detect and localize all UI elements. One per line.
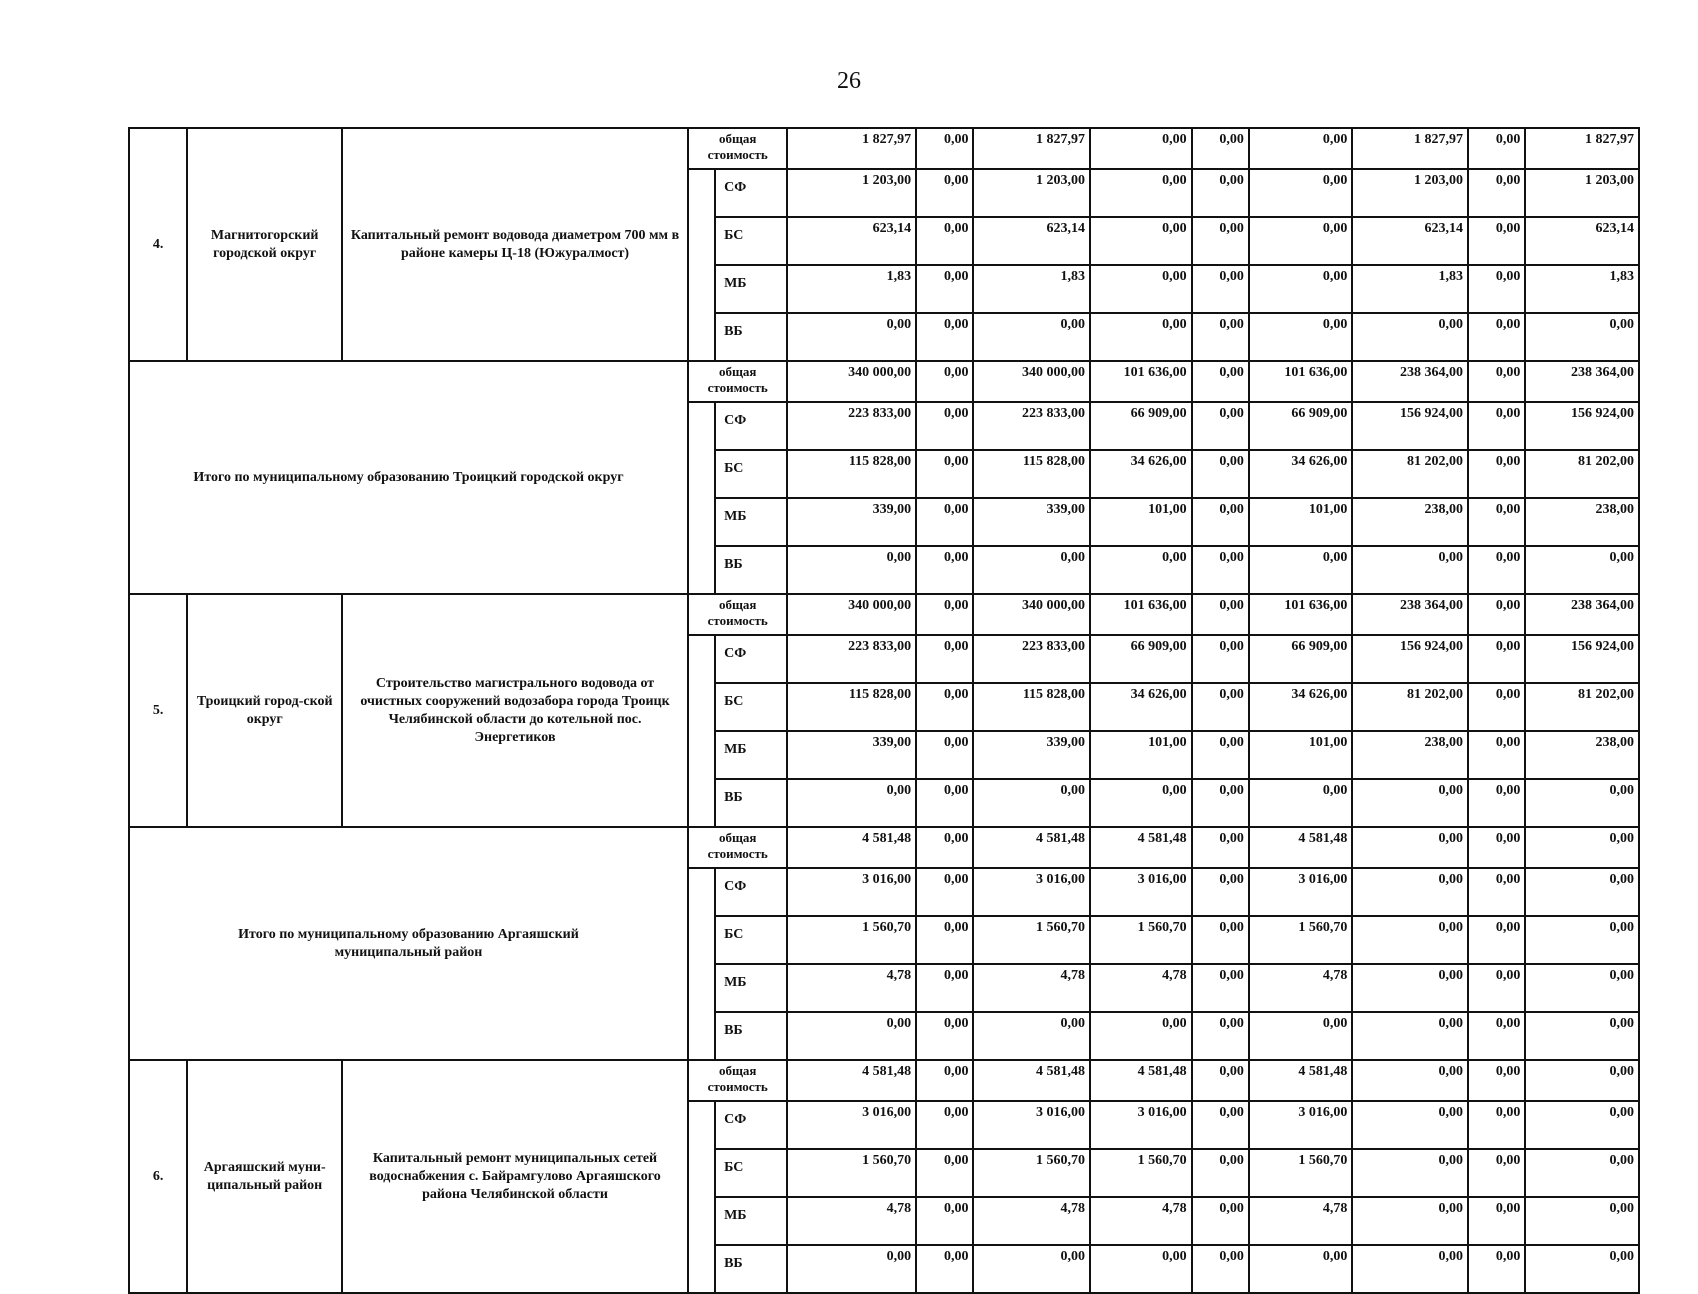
amount-cell: 66 909,00 bbox=[1249, 402, 1353, 450]
amount-cell: 0,00 bbox=[1468, 1197, 1525, 1245]
funding-source-label: СФ bbox=[715, 635, 787, 683]
item-number: 4. bbox=[129, 128, 187, 361]
amount-cell: 0,00 bbox=[916, 361, 973, 402]
municipality-name: Аргаяшский муни-ципальный район bbox=[187, 1060, 342, 1293]
amount-cell: 1 203,00 bbox=[1352, 169, 1468, 217]
amount-cell: 81 202,00 bbox=[1352, 683, 1468, 731]
amount-cell: 4 581,48 bbox=[1249, 827, 1353, 868]
amount-cell: 623,14 bbox=[1352, 217, 1468, 265]
item-number: 5. bbox=[129, 594, 187, 827]
amount-cell: 0,00 bbox=[916, 683, 973, 731]
funding-source-label: СФ bbox=[715, 868, 787, 916]
amount-cell: 4 581,48 bbox=[1249, 1060, 1353, 1101]
amount-cell: 0,00 bbox=[1352, 1245, 1468, 1293]
amount-cell: 0,00 bbox=[1525, 779, 1639, 827]
amount-cell: 0,00 bbox=[973, 1245, 1090, 1293]
amount-cell: 0,00 bbox=[1192, 594, 1249, 635]
funding-source-label: ВБ bbox=[715, 779, 787, 827]
amount-cell: 623,14 bbox=[1525, 217, 1639, 265]
total-cost-row bbox=[129, 594, 1639, 635]
amount-cell: 0,00 bbox=[787, 313, 916, 361]
amount-cell: 34 626,00 bbox=[1090, 450, 1192, 498]
amount-cell: 0,00 bbox=[1192, 402, 1249, 450]
amount-cell: 238,00 bbox=[1525, 731, 1639, 779]
amount-cell: 1 560,70 bbox=[1090, 916, 1192, 964]
in-total-cell bbox=[688, 402, 715, 594]
amount-cell: 0,00 bbox=[1525, 916, 1639, 964]
amount-cell: 0,00 bbox=[916, 217, 973, 265]
funding-source-label: МБ bbox=[715, 1197, 787, 1245]
municipality-total-title: Итого по муниципальному образованию Троицкий городской округ bbox=[129, 361, 688, 594]
total-cost-row bbox=[129, 827, 1639, 868]
amount-cell: 0,00 bbox=[916, 498, 973, 546]
amount-cell: 4,78 bbox=[787, 964, 916, 1012]
amount-cell: 0,00 bbox=[1468, 827, 1525, 868]
funding-source-label: БС bbox=[715, 450, 787, 498]
amount-cell: 1 560,70 bbox=[787, 916, 916, 964]
amount-cell: 0,00 bbox=[916, 1149, 973, 1197]
amount-cell: 101,00 bbox=[1249, 498, 1353, 546]
amount-cell: 0,00 bbox=[1468, 128, 1525, 169]
amount-cell: 340 000,00 bbox=[787, 594, 916, 635]
amount-cell: 1 560,70 bbox=[1090, 1149, 1192, 1197]
amount-cell: 0,00 bbox=[1090, 265, 1192, 313]
amount-cell: 0,00 bbox=[1352, 964, 1468, 1012]
amount-cell: 238 364,00 bbox=[1352, 594, 1468, 635]
amount-cell: 115 828,00 bbox=[973, 450, 1090, 498]
amount-cell: 115 828,00 bbox=[787, 450, 916, 498]
amount-cell: 0,00 bbox=[916, 1012, 973, 1060]
amount-cell: 0,00 bbox=[916, 594, 973, 635]
amount-cell: 0,00 bbox=[916, 827, 973, 868]
amount-cell: 0,00 bbox=[1090, 779, 1192, 827]
amount-cell: 223 833,00 bbox=[973, 635, 1090, 683]
amount-cell: 0,00 bbox=[1525, 1101, 1639, 1149]
amount-cell: 0,00 bbox=[1525, 1012, 1639, 1060]
amount-cell: 238,00 bbox=[1352, 498, 1468, 546]
amount-cell: 66 909,00 bbox=[1249, 635, 1353, 683]
amount-cell: 101 636,00 bbox=[1090, 361, 1192, 402]
amount-cell: 0,00 bbox=[1352, 1149, 1468, 1197]
amount-cell: 0,00 bbox=[916, 779, 973, 827]
amount-cell: 4,78 bbox=[973, 1197, 1090, 1245]
funding-source-label: СФ bbox=[715, 1101, 787, 1149]
amount-cell: 1,83 bbox=[787, 265, 916, 313]
amount-cell: 1 560,70 bbox=[973, 916, 1090, 964]
amount-cell: 339,00 bbox=[787, 498, 916, 546]
amount-cell: 1 203,00 bbox=[1525, 169, 1639, 217]
amount-cell: 3 016,00 bbox=[1090, 1101, 1192, 1149]
amount-cell: 0,00 bbox=[787, 546, 916, 594]
total-cost-label: общая стоимость bbox=[688, 1060, 788, 1101]
amount-cell: 3 016,00 bbox=[973, 868, 1090, 916]
amount-cell: 340 000,00 bbox=[973, 361, 1090, 402]
amount-cell: 3 016,00 bbox=[787, 1101, 916, 1149]
amount-cell: 0,00 bbox=[1192, 1012, 1249, 1060]
amount-cell: 0,00 bbox=[1249, 128, 1353, 169]
amount-cell: 0,00 bbox=[1192, 635, 1249, 683]
item-number: 6. bbox=[129, 1060, 187, 1293]
amount-cell: 1 560,70 bbox=[1249, 1149, 1353, 1197]
amount-cell: 1 560,70 bbox=[1249, 916, 1353, 964]
amount-cell: 156 924,00 bbox=[1525, 402, 1639, 450]
amount-cell: 0,00 bbox=[1192, 868, 1249, 916]
amount-cell: 0,00 bbox=[1249, 779, 1353, 827]
amount-cell: 0,00 bbox=[916, 1101, 973, 1149]
amount-cell: 0,00 bbox=[916, 402, 973, 450]
amount-cell: 0,00 bbox=[1468, 1012, 1525, 1060]
amount-cell: 223 833,00 bbox=[787, 402, 916, 450]
amount-cell: 0,00 bbox=[1352, 868, 1468, 916]
project-description: Капитальный ремонт муниципальных сетей водоснабжения с. Байрамгулово Аргаяшского района Челябинской области bbox=[342, 1060, 688, 1293]
amount-cell: 3 016,00 bbox=[1249, 1101, 1353, 1149]
in-total-cell bbox=[688, 169, 715, 361]
amount-cell: 0,00 bbox=[1192, 361, 1249, 402]
amount-cell: 0,00 bbox=[1249, 546, 1353, 594]
amount-cell: 81 202,00 bbox=[1525, 683, 1639, 731]
funding-source-label: СФ bbox=[715, 169, 787, 217]
amount-cell: 0,00 bbox=[916, 1197, 973, 1245]
amount-cell: 0,00 bbox=[1352, 1012, 1468, 1060]
amount-cell: 0,00 bbox=[1192, 450, 1249, 498]
amount-cell: 4 581,48 bbox=[973, 827, 1090, 868]
amount-cell: 0,00 bbox=[916, 450, 973, 498]
amount-cell: 0,00 bbox=[1468, 779, 1525, 827]
amount-cell: 4,78 bbox=[1249, 964, 1353, 1012]
amount-cell: 156 924,00 bbox=[1525, 635, 1639, 683]
amount-cell: 0,00 bbox=[787, 1245, 916, 1293]
funding-source-label: ВБ bbox=[715, 1245, 787, 1293]
funding-source-label: БС bbox=[715, 1149, 787, 1197]
funding-source-label: МБ bbox=[715, 731, 787, 779]
amount-cell: 0,00 bbox=[973, 313, 1090, 361]
funding-source-label: МБ bbox=[715, 964, 787, 1012]
amount-cell: 0,00 bbox=[1525, 964, 1639, 1012]
amount-cell: 0,00 bbox=[1468, 964, 1525, 1012]
amount-cell: 0,00 bbox=[1352, 827, 1468, 868]
amount-cell: 0,00 bbox=[916, 169, 973, 217]
amount-cell: 0,00 bbox=[787, 1012, 916, 1060]
amount-cell: 0,00 bbox=[1352, 1101, 1468, 1149]
amount-cell: 101,00 bbox=[1249, 731, 1353, 779]
amount-cell: 340 000,00 bbox=[787, 361, 916, 402]
amount-cell: 81 202,00 bbox=[1352, 450, 1468, 498]
amount-cell: 0,00 bbox=[1090, 128, 1192, 169]
amount-cell: 0,00 bbox=[916, 1245, 973, 1293]
municipality-name: Магнитогорский городской округ bbox=[187, 128, 342, 361]
amount-cell: 4 581,48 bbox=[787, 1060, 916, 1101]
amount-cell: 238 364,00 bbox=[1525, 594, 1639, 635]
amount-cell: 0,00 bbox=[1249, 1245, 1353, 1293]
amount-cell: 0,00 bbox=[1352, 916, 1468, 964]
amount-cell: 101 636,00 bbox=[1249, 361, 1353, 402]
amount-cell: 4,78 bbox=[787, 1197, 916, 1245]
amount-cell: 0,00 bbox=[1090, 217, 1192, 265]
amount-cell: 0,00 bbox=[1468, 450, 1525, 498]
page-number: 26 bbox=[837, 68, 861, 94]
amount-cell: 0,00 bbox=[1468, 868, 1525, 916]
municipality-name: Троицкий город-ской округ bbox=[187, 594, 342, 827]
amount-cell: 0,00 bbox=[1352, 1197, 1468, 1245]
amount-cell: 66 909,00 bbox=[1090, 635, 1192, 683]
in-total-cell bbox=[688, 1101, 715, 1293]
amount-cell: 66 909,00 bbox=[1090, 402, 1192, 450]
amount-cell: 4 581,48 bbox=[973, 1060, 1090, 1101]
amount-cell: 0,00 bbox=[1525, 868, 1639, 916]
funding-source-label: ВБ bbox=[715, 1012, 787, 1060]
total-cost-row bbox=[129, 361, 1639, 402]
amount-cell: 34 626,00 bbox=[1249, 450, 1353, 498]
total-cost-label: общая стоимость bbox=[688, 827, 788, 868]
amount-cell: 0,00 bbox=[1192, 498, 1249, 546]
total-cost-row bbox=[129, 128, 1639, 169]
amount-cell: 0,00 bbox=[1192, 1245, 1249, 1293]
amount-cell: 339,00 bbox=[973, 498, 1090, 546]
amount-cell: 4,78 bbox=[1249, 1197, 1353, 1245]
amount-cell: 0,00 bbox=[1192, 546, 1249, 594]
amount-cell: 0,00 bbox=[1468, 361, 1525, 402]
funding-source-label: ВБ bbox=[715, 546, 787, 594]
amount-cell: 101,00 bbox=[1090, 498, 1192, 546]
amount-cell: 238,00 bbox=[1525, 498, 1639, 546]
amount-cell: 0,00 bbox=[1192, 313, 1249, 361]
amount-cell: 0,00 bbox=[1192, 1101, 1249, 1149]
amount-cell: 1,83 bbox=[1525, 265, 1639, 313]
funding-source-label: МБ bbox=[715, 498, 787, 546]
amount-cell: 0,00 bbox=[1249, 169, 1353, 217]
amount-cell: 0,00 bbox=[1468, 916, 1525, 964]
in-total-cell bbox=[688, 635, 715, 827]
amount-cell: 340 000,00 bbox=[973, 594, 1090, 635]
amount-cell: 0,00 bbox=[1468, 594, 1525, 635]
municipality-total-title: Итого по муниципальному образованию Аргаяшский муниципальный район bbox=[129, 827, 688, 1060]
amount-cell: 339,00 bbox=[787, 731, 916, 779]
amount-cell: 1 203,00 bbox=[973, 169, 1090, 217]
amount-cell: 101,00 bbox=[1090, 731, 1192, 779]
total-cost-label: общая стоимость bbox=[688, 594, 788, 635]
amount-cell: 1 827,97 bbox=[973, 128, 1090, 169]
amount-cell: 0,00 bbox=[1192, 731, 1249, 779]
total-cost-row bbox=[129, 1060, 1639, 1101]
funding-source-label: МБ bbox=[715, 265, 787, 313]
funding-source-label: БС bbox=[715, 683, 787, 731]
amount-cell: 34 626,00 bbox=[1090, 683, 1192, 731]
amount-cell: 4 581,48 bbox=[787, 827, 916, 868]
amount-cell: 0,00 bbox=[1192, 827, 1249, 868]
amount-cell: 0,00 bbox=[916, 916, 973, 964]
amount-cell: 0,00 bbox=[1352, 1060, 1468, 1101]
amount-cell: 4 581,48 bbox=[1090, 1060, 1192, 1101]
project-description: Строительство магистрального водовода от очистных сооружений водозабора города Троицк Челябинской области до котельной пос. Энергетиков bbox=[342, 594, 688, 827]
amount-cell: 34 626,00 bbox=[1249, 683, 1353, 731]
amount-cell: 4,78 bbox=[1090, 964, 1192, 1012]
amount-cell: 3 016,00 bbox=[973, 1101, 1090, 1149]
amount-cell: 0,00 bbox=[1468, 265, 1525, 313]
amount-cell: 0,00 bbox=[1090, 1245, 1192, 1293]
amount-cell: 1,83 bbox=[1352, 265, 1468, 313]
amount-cell: 223 833,00 bbox=[973, 402, 1090, 450]
amount-cell: 0,00 bbox=[916, 635, 973, 683]
amount-cell: 0,00 bbox=[1192, 916, 1249, 964]
amount-cell: 0,00 bbox=[916, 731, 973, 779]
amount-cell: 115 828,00 bbox=[973, 683, 1090, 731]
amount-cell: 0,00 bbox=[1090, 313, 1192, 361]
amount-cell: 81 202,00 bbox=[1525, 450, 1639, 498]
amount-cell: 0,00 bbox=[1192, 128, 1249, 169]
total-cost-label: общая стоимость bbox=[688, 128, 788, 169]
amount-cell: 0,00 bbox=[1468, 1060, 1525, 1101]
amount-cell: 0,00 bbox=[1192, 1060, 1249, 1101]
amount-cell: 0,00 bbox=[1468, 313, 1525, 361]
amount-cell: 0,00 bbox=[1468, 1149, 1525, 1197]
funding-source-label: СФ bbox=[715, 402, 787, 450]
amount-cell: 1 827,97 bbox=[1352, 128, 1468, 169]
amount-cell: 0,00 bbox=[787, 779, 916, 827]
amount-cell: 0,00 bbox=[1352, 313, 1468, 361]
amount-cell: 0,00 bbox=[1352, 546, 1468, 594]
amount-cell: 238,00 bbox=[1352, 731, 1468, 779]
amount-cell: 0,00 bbox=[1090, 546, 1192, 594]
amount-cell: 0,00 bbox=[973, 546, 1090, 594]
amount-cell: 1 203,00 bbox=[787, 169, 916, 217]
amount-cell: 3 016,00 bbox=[787, 868, 916, 916]
amount-cell: 223 833,00 bbox=[787, 635, 916, 683]
amount-cell: 156 924,00 bbox=[1352, 402, 1468, 450]
amount-cell: 0,00 bbox=[1192, 1149, 1249, 1197]
amount-cell: 1 827,97 bbox=[787, 128, 916, 169]
amount-cell: 1 827,97 bbox=[1525, 128, 1639, 169]
amount-cell: 4,78 bbox=[973, 964, 1090, 1012]
amount-cell: 0,00 bbox=[1468, 217, 1525, 265]
amount-cell: 0,00 bbox=[973, 1012, 1090, 1060]
amount-cell: 0,00 bbox=[1192, 265, 1249, 313]
amount-cell: 0,00 bbox=[1525, 827, 1639, 868]
amount-cell: 3 016,00 bbox=[1249, 868, 1353, 916]
amount-cell: 0,00 bbox=[1468, 683, 1525, 731]
amount-cell: 0,00 bbox=[1468, 402, 1525, 450]
amount-cell: 156 924,00 bbox=[1352, 635, 1468, 683]
amount-cell: 0,00 bbox=[1090, 169, 1192, 217]
amount-cell: 0,00 bbox=[1525, 1197, 1639, 1245]
amount-cell: 0,00 bbox=[1249, 313, 1353, 361]
amount-cell: 238 364,00 bbox=[1525, 361, 1639, 402]
amount-cell: 101 636,00 bbox=[1249, 594, 1353, 635]
amount-cell: 1,83 bbox=[973, 265, 1090, 313]
amount-cell: 0,00 bbox=[1468, 731, 1525, 779]
amount-cell: 0,00 bbox=[1525, 546, 1639, 594]
amount-cell: 0,00 bbox=[1192, 169, 1249, 217]
amount-cell: 0,00 bbox=[916, 1060, 973, 1101]
amount-cell: 0,00 bbox=[916, 964, 973, 1012]
funding-source-label: БС bbox=[715, 217, 787, 265]
amount-cell: 0,00 bbox=[1352, 779, 1468, 827]
amount-cell: 339,00 bbox=[973, 731, 1090, 779]
amount-cell: 0,00 bbox=[1249, 217, 1353, 265]
project-description: Капитальный ремонт водовода диаметром 700 мм в районе камеры Ц-18 (Южуралмост) bbox=[342, 128, 688, 361]
amount-cell: 0,00 bbox=[973, 779, 1090, 827]
amount-cell: 0,00 bbox=[1468, 546, 1525, 594]
amount-cell: 0,00 bbox=[1525, 1149, 1639, 1197]
amount-cell: 4,78 bbox=[1090, 1197, 1192, 1245]
amount-cell: 0,00 bbox=[1090, 1012, 1192, 1060]
amount-cell: 238 364,00 bbox=[1352, 361, 1468, 402]
amount-cell: 115 828,00 bbox=[787, 683, 916, 731]
amount-cell: 0,00 bbox=[1249, 1012, 1353, 1060]
amount-cell: 0,00 bbox=[916, 868, 973, 916]
amount-cell: 101 636,00 bbox=[1090, 594, 1192, 635]
amount-cell: 0,00 bbox=[1525, 1245, 1639, 1293]
amount-cell: 0,00 bbox=[1468, 169, 1525, 217]
amount-cell: 1 560,70 bbox=[973, 1149, 1090, 1197]
funding-source-label: БС bbox=[715, 916, 787, 964]
amount-cell: 623,14 bbox=[973, 217, 1090, 265]
amount-cell: 0,00 bbox=[1249, 265, 1353, 313]
amount-cell: 0,00 bbox=[1525, 1060, 1639, 1101]
amount-cell: 0,00 bbox=[1192, 683, 1249, 731]
funding-source-label: ВБ bbox=[715, 313, 787, 361]
amount-cell: 0,00 bbox=[916, 546, 973, 594]
amount-cell: 0,00 bbox=[1192, 1197, 1249, 1245]
amount-cell: 0,00 bbox=[1468, 635, 1525, 683]
amount-cell: 0,00 bbox=[916, 313, 973, 361]
amount-cell: 0,00 bbox=[1468, 1101, 1525, 1149]
amount-cell: 623,14 bbox=[787, 217, 916, 265]
budget-table bbox=[128, 127, 1640, 1294]
amount-cell: 0,00 bbox=[1192, 964, 1249, 1012]
amount-cell: 4 581,48 bbox=[1090, 827, 1192, 868]
amount-cell: 0,00 bbox=[1468, 498, 1525, 546]
amount-cell: 0,00 bbox=[1192, 779, 1249, 827]
amount-cell: 0,00 bbox=[1468, 1245, 1525, 1293]
amount-cell: 0,00 bbox=[916, 265, 973, 313]
amount-cell: 0,00 bbox=[1525, 313, 1639, 361]
amount-cell: 1 560,70 bbox=[787, 1149, 916, 1197]
amount-cell: 3 016,00 bbox=[1090, 868, 1192, 916]
amount-cell: 0,00 bbox=[1192, 217, 1249, 265]
amount-cell: 0,00 bbox=[916, 128, 973, 169]
in-total-cell bbox=[688, 868, 715, 1060]
total-cost-label: общая стоимость bbox=[688, 361, 788, 402]
